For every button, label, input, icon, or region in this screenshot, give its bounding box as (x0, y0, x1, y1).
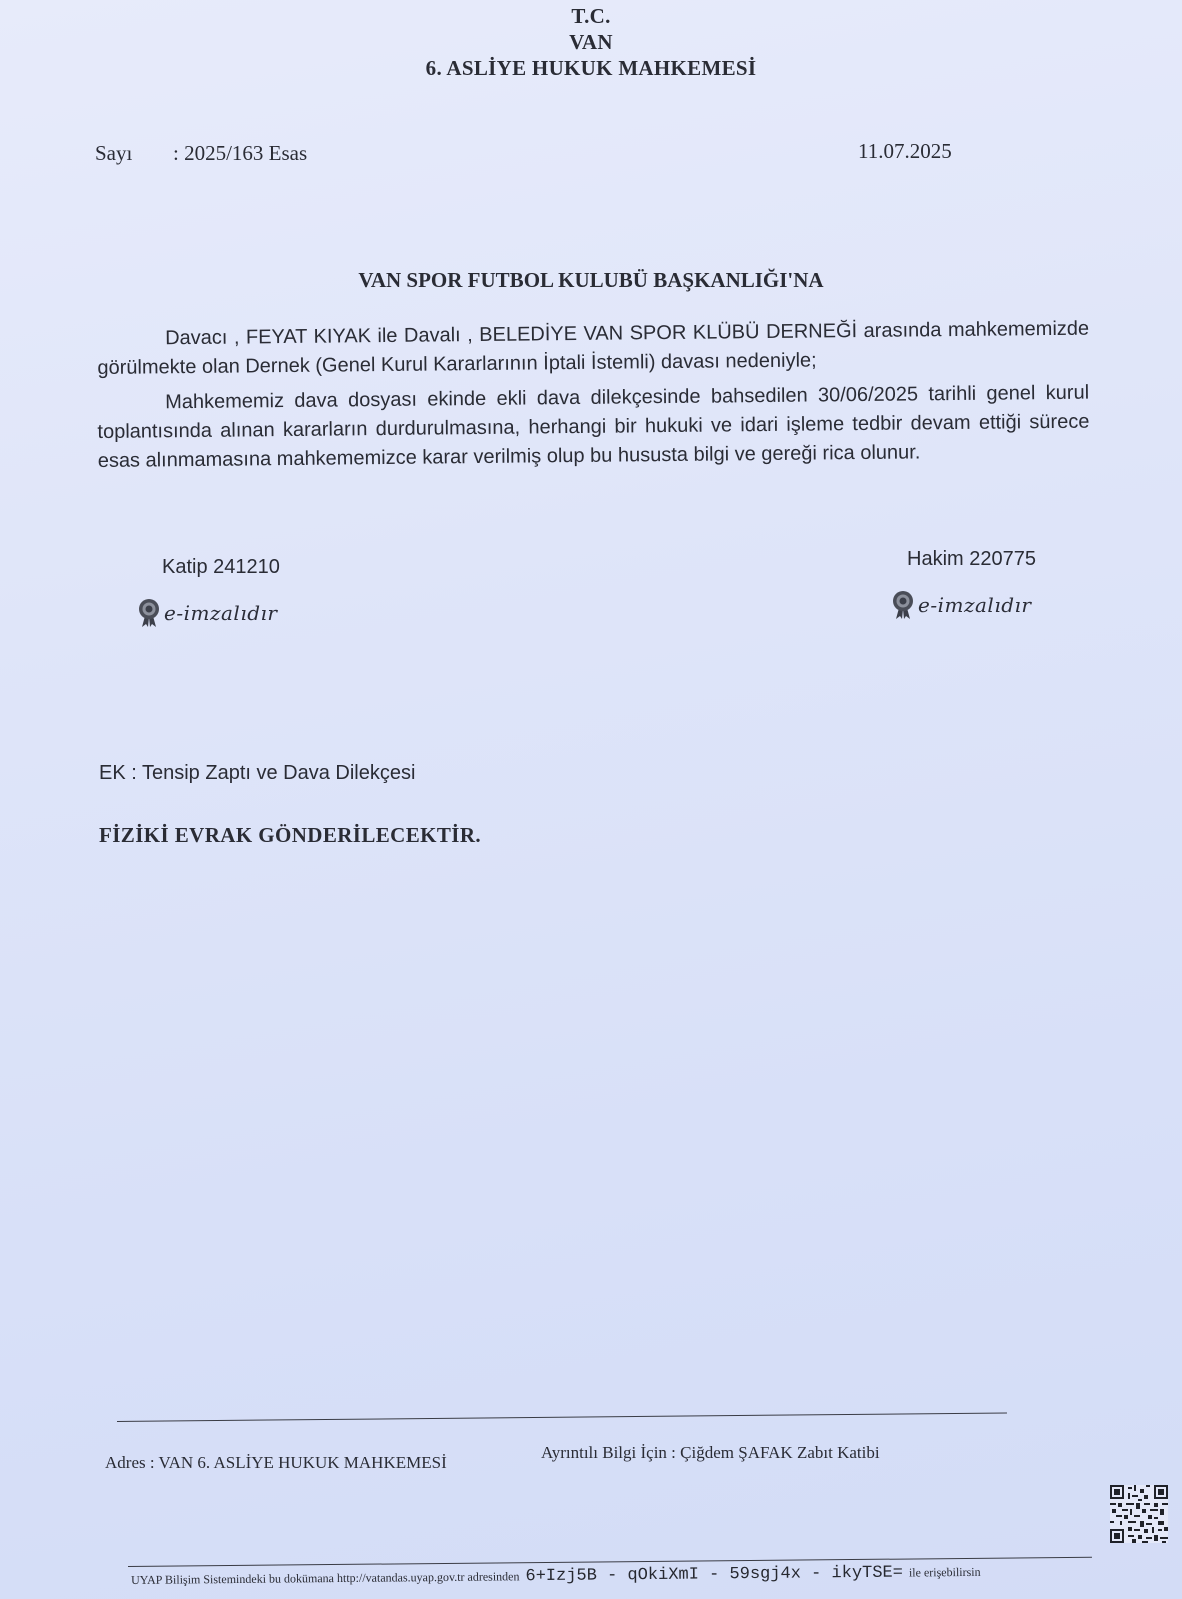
physical-document-notice: FİZİKİ EVRAK GÖNDERİLECEKTİR. (99, 823, 482, 847)
header-city: VAN (569, 30, 613, 54)
reference-label: Sayı (95, 141, 133, 165)
reference-number: : 2025/163 Esas (173, 141, 308, 165)
body-paragraph-1 (97, 315, 1090, 383)
footer-divider (117, 1412, 1007, 1422)
clerk-e-signature (136, 598, 277, 628)
seal-icon (890, 590, 916, 620)
e-signature-text: e-imzalıdır (164, 601, 278, 625)
qr-code-icon (1110, 1485, 1168, 1543)
uyap-prefix: UYAP Bilişim Sistemindeki bu dokümana http://vatandas.uyap.gov.tr adresinden (131, 1569, 520, 1587)
paragraph-text: Mahkememiz dava dosyası ekinde ekli dava dilekçesinde bahsedilen 30/06/2025 tarihli genel kurul toplantısında alınan kararların durdurulmasına, herhangi bir hukuki ve idari işleme tedbir devam ettiği sürece esas alınmamasına mahkememizce karar verilmiş olup bu hususta bilgi ve gereği rica olunur. (97, 381, 1090, 472)
header-court: 6. ASLİYE HUKUK MAHKEMESİ (425, 56, 757, 80)
footer-address: Adres : VAN 6. ASLİYE HUKUK MAHKEMESİ (105, 1453, 447, 1472)
footer-contact: Ayrıntılı Bilgi İçin : Çiğdem ŞAFAK Zabıt Katibi (541, 1443, 880, 1462)
judge-e-signature (890, 590, 1031, 620)
uyap-access-line (131, 1563, 981, 1590)
header-tc: T.C. (571, 4, 611, 28)
uyap-suffix: ile erişebilirsin (908, 1564, 981, 1580)
body-paragraph-2 (97, 379, 1090, 476)
paragraph-text: Davacı , FEYAT KIYAK ile Davalı , BELEDİYE VAN SPOR KLÜBÜ DERNEĞİ arasında mahkememizde görülmekte olan Dernek (Genel Kurul Kararlarının İptali İstemli) davası nedeniyle; (97, 317, 1090, 379)
clerk-label: Katip 241210 (162, 556, 280, 578)
uyap-access-code: 6+Izj5B - qOkiXmI - 59sgj4x - ikyTSE= (525, 1563, 904, 1587)
document-date: 11.07.2025 (858, 139, 952, 163)
seal-icon (136, 598, 162, 628)
judge-label: Hakim 220775 (907, 548, 1036, 570)
recipient-heading: VAN SPOR FUTBOL KULUBÜ BAŞKANLIĞI'NA (358, 268, 824, 292)
e-signature-text: e-imzalıdır (918, 593, 1032, 617)
attachment-line: EK : Tensip Zaptı ve Dava Dilekçesi (99, 762, 416, 784)
